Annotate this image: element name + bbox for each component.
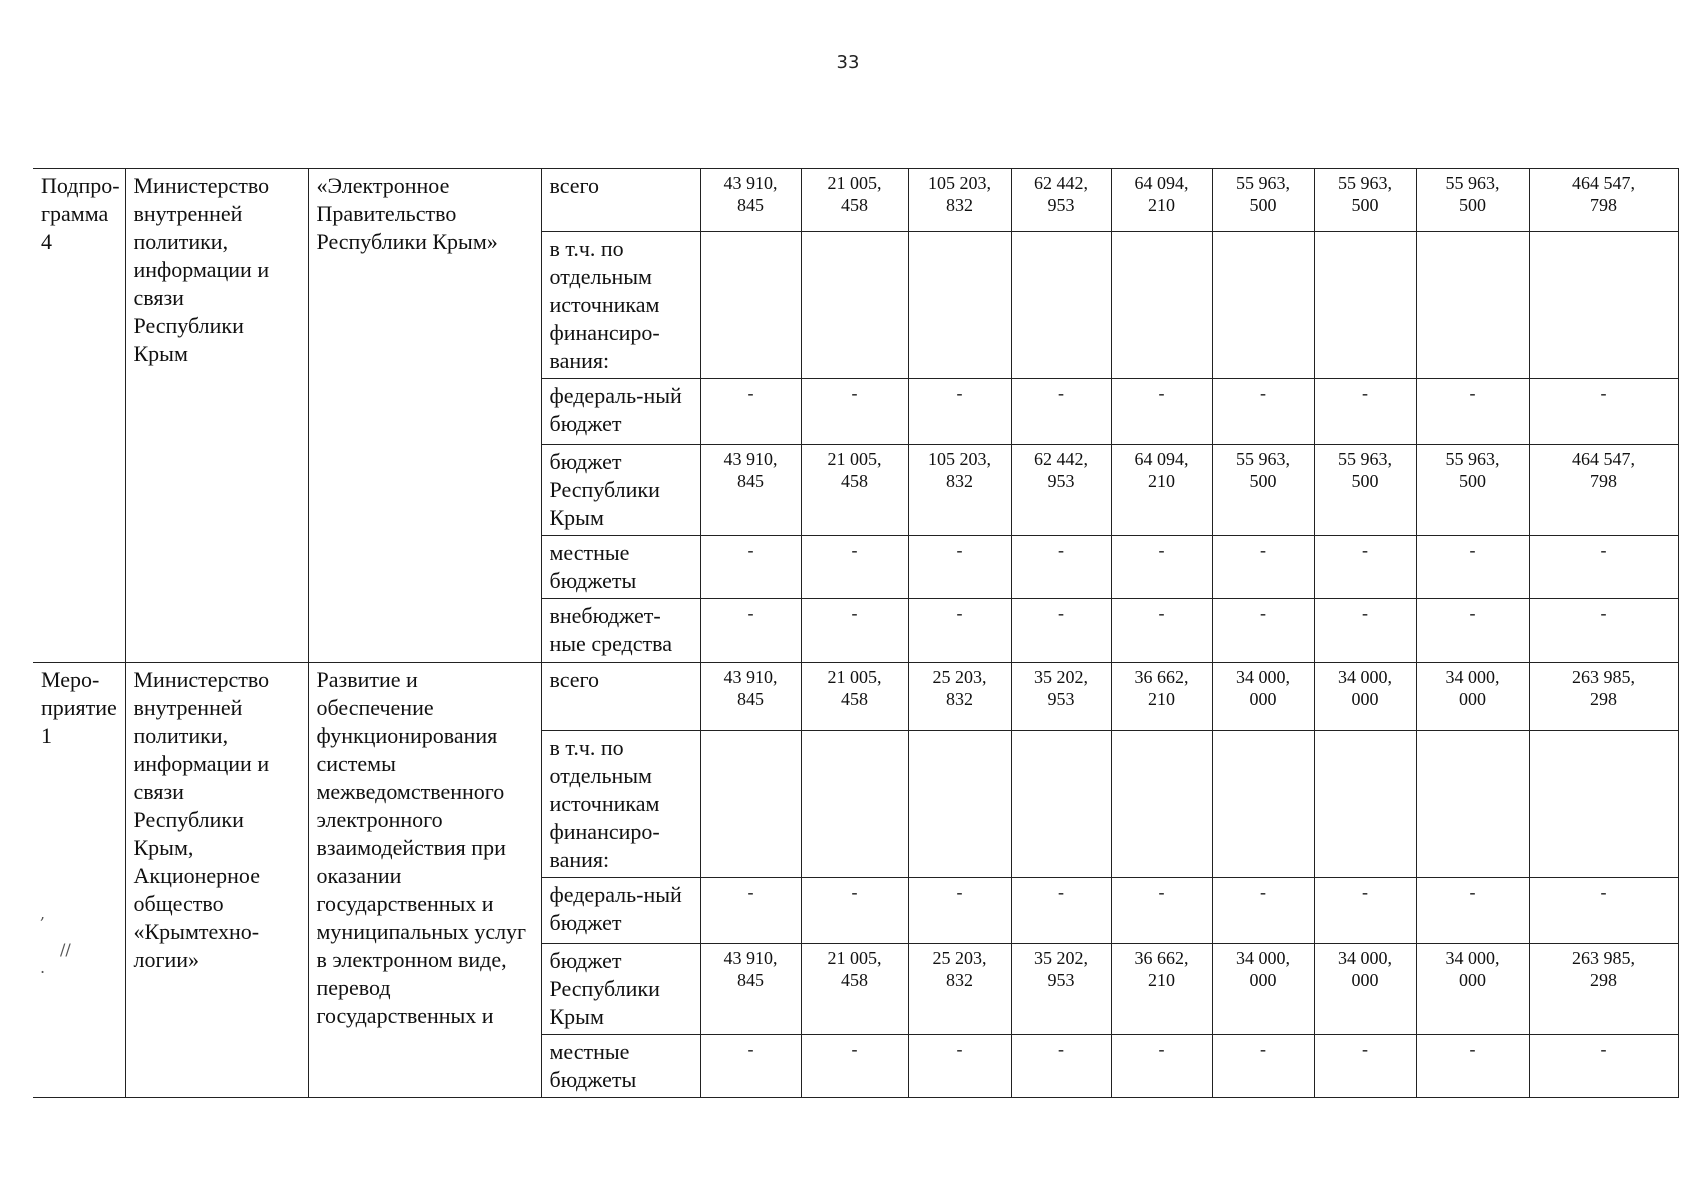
amount-cell: 34 000, 000 — [1212, 663, 1314, 731]
amount-cell: - — [801, 379, 908, 445]
amount-cell: - — [1529, 878, 1678, 944]
amount-cell: - — [1011, 878, 1111, 944]
amount-cell: 105 203, 832 — [908, 445, 1011, 536]
amount-cell: 43 910, 845 — [700, 445, 801, 536]
amount-cell: 263 985, 298 — [1529, 944, 1678, 1035]
amount-cell: - — [1212, 599, 1314, 663]
amount-cell: - — [1416, 379, 1529, 445]
page-number: 33 — [836, 52, 860, 73]
amount-cell: - — [1212, 878, 1314, 944]
amount-cell: - — [1529, 599, 1678, 663]
program-name-cell: Развитие и обеспечение функционирования системы межведомственного электронного взаимодействия при оказании государственных и муниципальных услуг в электронном виде, перевод государственных и — [308, 663, 541, 1098]
amount-cell: - — [1314, 599, 1416, 663]
amount-cell: - — [908, 379, 1011, 445]
amount-cell: - — [700, 878, 801, 944]
amount-cell: - — [1011, 536, 1111, 599]
amount-cell: - — [1314, 536, 1416, 599]
amount-cell: - — [1416, 1035, 1529, 1098]
funding-source-label: бюджет Республики Крым — [541, 445, 700, 536]
amount-cell: 21 005, 458 — [801, 445, 908, 536]
amount-cell — [801, 731, 908, 878]
amount-cell: 64 094, 210 — [1111, 445, 1212, 536]
amount-cell: - — [1416, 878, 1529, 944]
amount-cell: 55 963, 500 — [1314, 169, 1416, 232]
amount-cell: - — [700, 1035, 801, 1098]
amount-cell: - — [1212, 536, 1314, 599]
amount-cell — [801, 232, 908, 379]
amount-cell: 21 005, 458 — [801, 663, 908, 731]
amount-cell: - — [1314, 379, 1416, 445]
amount-cell — [1111, 232, 1212, 379]
amount-cell: - — [801, 536, 908, 599]
amount-cell: 263 985, 298 — [1529, 663, 1678, 731]
amount-cell: - — [1416, 536, 1529, 599]
amount-cell: 34 000, 000 — [1314, 944, 1416, 1035]
amount-cell: 105 203, 832 — [908, 169, 1011, 232]
program-code-cell: Меро-приятие 1 — [33, 663, 125, 1098]
amount-cell: 43 910, 845 — [700, 663, 801, 731]
amount-cell: 34 000, 000 — [1416, 663, 1529, 731]
funding-source-label: в т.ч. по отдельным источникам финансиро-вания: — [541, 731, 700, 878]
amount-cell: - — [908, 536, 1011, 599]
amount-cell — [908, 232, 1011, 379]
amount-cell: 64 094, 210 — [1111, 169, 1212, 232]
amount-cell: 21 005, 458 — [801, 944, 908, 1035]
amount-cell: - — [1111, 599, 1212, 663]
amount-cell: 21 005, 458 — [801, 169, 908, 232]
amount-cell: - — [908, 1035, 1011, 1098]
amount-cell: 464 547, 798 — [1529, 445, 1678, 536]
amount-cell: - — [1111, 878, 1212, 944]
amount-cell: 35 202, 953 — [1011, 944, 1111, 1035]
margin-mark: // — [60, 940, 71, 959]
amount-cell: 35 202, 953 — [1011, 663, 1111, 731]
funding-source-label: всего — [541, 169, 700, 232]
amount-cell — [1011, 232, 1111, 379]
amount-cell: - — [1416, 599, 1529, 663]
amount-cell: 34 000, 000 — [1416, 944, 1529, 1035]
amount-cell — [1212, 232, 1314, 379]
margin-mark: . — [40, 958, 46, 977]
amount-cell: - — [1011, 379, 1111, 445]
amount-cell: 43 910, 845 — [700, 169, 801, 232]
program-name-cell: «Электронное Правительство Республики Крым» — [308, 169, 541, 663]
amount-cell: 55 963, 500 — [1212, 445, 1314, 536]
amount-cell: - — [1212, 379, 1314, 445]
amount-cell: 464 547, 798 — [1529, 169, 1678, 232]
funding-source-label: всего — [541, 663, 700, 731]
funding-source-label: федераль-ный бюджет — [541, 379, 700, 445]
amount-cell: - — [1314, 878, 1416, 944]
amount-cell: - — [1111, 536, 1212, 599]
amount-cell: - — [1011, 599, 1111, 663]
amount-cell: 43 910, 845 — [700, 944, 801, 1035]
amount-cell: - — [1111, 379, 1212, 445]
amount-cell: 25 203, 832 — [908, 663, 1011, 731]
program-code-cell: Подпро-грамма 4 — [33, 169, 125, 663]
amount-cell — [1212, 731, 1314, 878]
amount-cell: - — [908, 599, 1011, 663]
amount-cell: - — [1529, 379, 1678, 445]
amount-cell: - — [1314, 1035, 1416, 1098]
amount-cell: 36 662, 210 — [1111, 944, 1212, 1035]
amount-cell: - — [801, 1035, 908, 1098]
amount-cell: 55 963, 500 — [1416, 445, 1529, 536]
amount-cell: 34 000, 000 — [1314, 663, 1416, 731]
amount-cell: 55 963, 500 — [1314, 445, 1416, 536]
amount-cell: - — [1212, 1035, 1314, 1098]
amount-cell: 62 442, 953 — [1011, 169, 1111, 232]
amount-cell — [700, 731, 801, 878]
amount-cell — [1529, 232, 1678, 379]
amount-cell: 55 963, 500 — [1212, 169, 1314, 232]
funding-source-label: внебюджет-ные средства — [541, 599, 700, 663]
amount-cell: 62 442, 953 — [1011, 445, 1111, 536]
amount-cell: 55 963, 500 — [1416, 169, 1529, 232]
funding-source-label: местные бюджеты — [541, 1035, 700, 1098]
amount-cell: - — [1111, 1035, 1212, 1098]
amount-cell — [908, 731, 1011, 878]
amount-cell — [1416, 731, 1529, 878]
table-row — [33, 169, 1678, 232]
amount-cell — [1314, 232, 1416, 379]
amount-cell: - — [1529, 536, 1678, 599]
budget-table — [33, 168, 1679, 1098]
amount-cell: - — [700, 599, 801, 663]
amount-cell: 36 662, 210 — [1111, 663, 1212, 731]
margin-mark: , — [40, 904, 46, 923]
amount-cell: - — [801, 878, 908, 944]
amount-cell — [1111, 731, 1212, 878]
amount-cell: - — [1529, 1035, 1678, 1098]
amount-cell: - — [1011, 1035, 1111, 1098]
amount-cell — [1011, 731, 1111, 878]
amount-cell: 34 000, 000 — [1212, 944, 1314, 1035]
table-row — [33, 663, 1678, 731]
amount-cell — [1314, 731, 1416, 878]
amount-cell — [1416, 232, 1529, 379]
amount-cell: 25 203, 832 — [908, 944, 1011, 1035]
amount-cell: - — [908, 878, 1011, 944]
amount-cell: - — [801, 599, 908, 663]
funding-source-label: бюджет Республики Крым — [541, 944, 700, 1035]
responsible-organization-cell: Министерство внутренней политики, информации и связи Республики Крым — [125, 169, 308, 663]
amount-cell: - — [700, 536, 801, 599]
amount-cell — [700, 232, 801, 379]
responsible-organization-cell: Министерство внутренней политики, информации и связи Республики Крым, Акционерное общество «Крымтехно-логии» — [125, 663, 308, 1098]
funding-source-label: местные бюджеты — [541, 536, 700, 599]
funding-source-label: в т.ч. по отдельным источникам финансиро-вания: — [541, 232, 700, 379]
funding-source-label: федераль-ный бюджет — [541, 878, 700, 944]
amount-cell: - — [700, 379, 801, 445]
amount-cell — [1529, 731, 1678, 878]
